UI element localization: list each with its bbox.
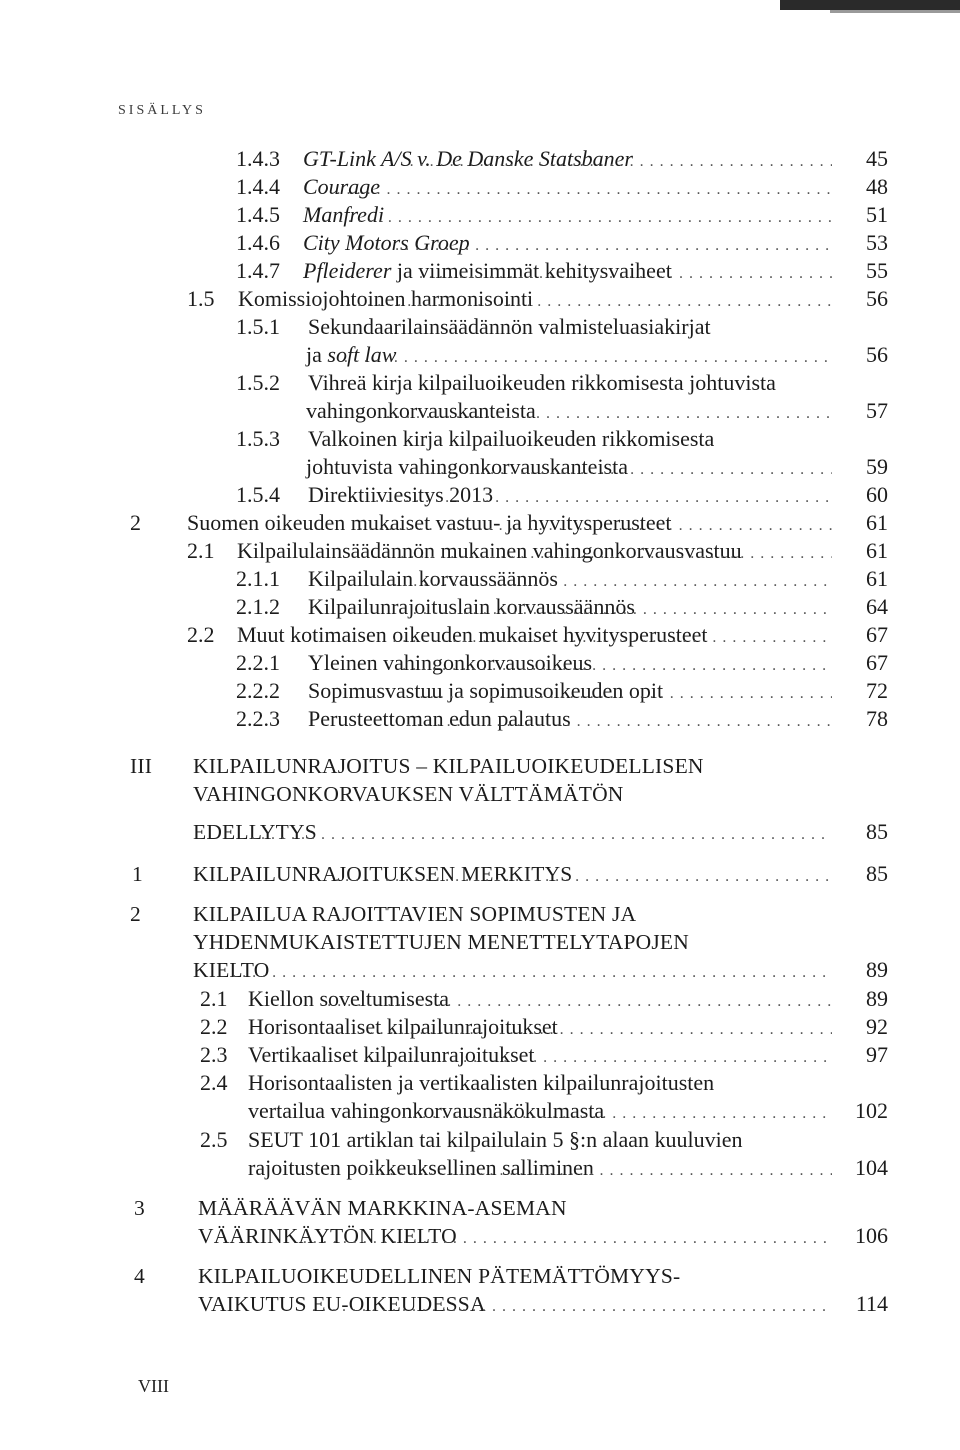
toc-entry-title: [187, 509, 672, 537]
toc-entry-number: 1.5: [187, 286, 215, 311]
toc-entry-title: [248, 1154, 594, 1182]
toc-entry-title-text: rajoitusten poikkeuksellinen salliminen: [248, 1155, 594, 1180]
dot-leader: [359, 512, 832, 540]
toc-entry-title: [193, 818, 317, 846]
toc-entry-title-text: Yleinen vahingonkorvausoikeus: [308, 650, 593, 675]
dot-leader: [347, 288, 832, 316]
toc-entry-title: [306, 341, 397, 369]
toc-entry-page: 48: [866, 174, 888, 199]
toc-entry-number: 4: [134, 1264, 145, 1288]
toc-entry: [200, 1069, 886, 1097]
toc-entry-title: [303, 173, 380, 201]
toc-entry-title: [193, 956, 270, 984]
toc-entry-page: 114: [855, 1291, 888, 1316]
toc-entry-number: 1.5.4: [236, 482, 280, 507]
toc-entry-page: 106: [855, 1223, 888, 1248]
toc-entry-title: [248, 1069, 714, 1097]
toc-entry-title: [198, 1194, 567, 1222]
dot-leader: [369, 1157, 832, 1185]
toc-entry: [236, 369, 886, 397]
toc-entry-title-text: Sopimusvastuu ja sopimusoikeuden opit: [308, 678, 664, 703]
toc-entry-page: 67: [866, 622, 888, 647]
toc-entry: [236, 425, 886, 453]
toc-entry-page: 55: [866, 258, 888, 283]
toc-entry: [130, 900, 886, 928]
toc-entry: [248, 1154, 838, 1185]
dot-leader: [365, 232, 832, 260]
toc-entry-page: 61: [866, 538, 888, 563]
toc-entry: [236, 593, 838, 624]
toc-entry-title: [303, 145, 633, 173]
dot-leader: [419, 260, 832, 288]
toc-entry-title-text: Horisontaalisten ja vertikaalisten kilpailunrajoitusten: [248, 1070, 715, 1095]
toc-entry-title: [308, 425, 714, 453]
toc-entry: [236, 705, 838, 736]
toc-entry-page: 89: [866, 957, 888, 982]
dot-leader: [338, 204, 832, 232]
running-head: SISÄLLYS: [118, 103, 206, 118]
toc-entry-title-italic: Manfredi: [303, 202, 385, 227]
toc-entry-title-text: Direktiiviesitys 2013: [308, 482, 494, 507]
toc-entry-title: [306, 397, 536, 425]
toc-entry-page: 61: [866, 510, 888, 535]
toc-entry: [236, 649, 838, 680]
toc-entry: [200, 1013, 838, 1044]
toc-entry-title: [308, 593, 635, 621]
toc-entry: [236, 257, 838, 288]
toc-entry-title: [308, 565, 558, 593]
dot-leader: [386, 400, 832, 428]
toc-entry-page: 67: [866, 650, 888, 675]
dot-leader: [375, 484, 832, 512]
toc-entry: [236, 201, 838, 232]
dot-leader: [312, 1293, 832, 1321]
toc-entry-page: 57: [866, 398, 888, 423]
toc-entry-number: 1.4.5: [236, 202, 280, 227]
toc-entry-number: 1.5.2: [236, 370, 280, 395]
toc-entry-title-text: Kilpailulain korvaussäännös: [308, 566, 558, 591]
toc-entry-page: 104: [855, 1155, 888, 1180]
toc-entry: [236, 565, 838, 596]
toc-entry-title-text: VAHINGONKORVAUKSEN VÄLTTÄMÄTÖN: [193, 782, 624, 806]
toc-entry-number: 2.1: [200, 986, 228, 1011]
toc-entry-title: [237, 621, 708, 649]
toc-entry-page: 45: [866, 146, 888, 171]
dot-leader: [360, 1016, 832, 1044]
toc-entry-page: 56: [866, 286, 888, 311]
toc-entry-title: [248, 1126, 743, 1154]
toc-entry-number: 1.4.6: [236, 230, 280, 255]
toc-entry-title: [303, 229, 470, 257]
toc-entry: [236, 229, 838, 260]
toc-entry-number: 3: [134, 1196, 145, 1220]
toc-entry-title: [308, 705, 571, 733]
toc-entry-title-text: MÄÄRÄÄVÄN MARKKINA-ASEMAN: [198, 1196, 567, 1220]
toc-entry-title: [248, 1097, 605, 1125]
toc-entry-number: 2.5: [200, 1127, 228, 1152]
toc-entry-title: [303, 201, 385, 229]
toc-entry-title-italic: City Motors Groep: [303, 230, 470, 255]
toc-entry-title-text: johtuvista vahingonkorvauskanteista: [306, 454, 628, 479]
toc-entry-title-text: Muut kotimaisen oikeuden mukaiset hyvitysperusteet: [237, 622, 708, 647]
toc-entry-title: [308, 649, 593, 677]
toc-entry-page: 59: [866, 454, 888, 479]
toc-entry-title: [308, 481, 494, 509]
dot-leader: [303, 1225, 832, 1253]
toc-entry-page: 51: [866, 202, 888, 227]
toc-entry: [306, 397, 838, 428]
toc-entry-title: [308, 677, 664, 705]
toc-entry-title-text: Horisontaaliset kilpailunrajoitukset: [248, 1014, 558, 1039]
dot-leader: [335, 863, 832, 891]
dot-leader: [232, 959, 832, 987]
dot-leader: [327, 988, 832, 1016]
toc-entry-page: 85: [866, 819, 888, 844]
toc-entry-page: 92: [866, 1014, 888, 1039]
toc-entry-title-text: KILPAILUOIKEUDELLINEN PÄTEMÄTTÖMYYS-: [198, 1264, 681, 1288]
toc-entry: [200, 1126, 886, 1154]
toc-entry-title-text: Vertikaaliset kilpailunrajoitukset: [248, 1042, 535, 1067]
toc-entry-title-text: Suomen oikeuden mukaiset vastuu- ja hyvitysperusteet: [187, 510, 672, 535]
dot-leader: [410, 148, 832, 176]
toc-entry-title-text: KILPAILUNRAJOITUKSEN MERKITYS: [193, 862, 573, 886]
toc-entry-title-italic: Pfleiderer: [303, 258, 392, 283]
toc-entry-number: 2.1.2: [236, 594, 280, 619]
toc-entry: [236, 677, 838, 708]
toc-entry-title: [238, 285, 534, 313]
toc-entry-title-text: ja: [306, 342, 328, 367]
toc-entry-title: [198, 1262, 680, 1290]
toc-entry: [134, 1262, 886, 1290]
toc-entry: [134, 1194, 886, 1222]
scan-edge-mark: [780, 0, 960, 10]
toc-entry-title: [303, 257, 672, 285]
toc-entry-number: III: [130, 754, 153, 778]
toc-entry-number: 2.2.3: [236, 706, 280, 731]
toc-entry-page: 78: [866, 706, 888, 731]
toc-entry: [193, 780, 886, 808]
toc-entry-title-text: vahingonkorvauskanteista: [306, 398, 536, 423]
toc-entry-title: [248, 1041, 535, 1069]
toc-entry: [193, 818, 838, 849]
toc-entry-page: 61: [866, 566, 888, 591]
toc-entry: [306, 341, 838, 372]
toc-entry-page: 89: [866, 986, 888, 1011]
toc-entry: [236, 145, 838, 176]
toc-entry: [193, 956, 838, 987]
toc-entry-title-text: Komissiojohtoinen harmonisointi: [238, 286, 534, 311]
dot-leader: [402, 652, 832, 680]
toc-entry-title-text: Kilpailunrajoituslain korvaussäännös: [308, 594, 635, 619]
toc-entry: [130, 752, 886, 780]
toc-entry-page: 72: [866, 678, 888, 703]
dot-leader: [344, 344, 832, 372]
dot-leader: [372, 1100, 832, 1128]
dot-leader: [413, 596, 832, 624]
toc-entry-title-text: Valkoinen kirja kilpailuoikeuden rikkomisesta: [308, 426, 715, 451]
toc-entry: [198, 1290, 838, 1321]
toc-entry-page: 56: [866, 342, 888, 367]
toc-entry-number: 1.4.4: [236, 174, 280, 199]
toc-entry-title: [198, 1222, 457, 1250]
toc-entry-title-text: KILPAILUNRAJOITUS – KILPAILUOIKEUDELLISEN: [193, 754, 704, 778]
toc-entry-number: 2.2.1: [236, 650, 280, 675]
toc-entry: [130, 509, 838, 540]
toc-entry-number: 2: [130, 902, 141, 926]
toc-entry-page: 53: [866, 230, 888, 255]
toc-entry: [187, 621, 838, 652]
toc-entry: [193, 928, 886, 956]
toc-entry-title: [193, 928, 689, 956]
toc-entry-number: 2: [130, 510, 141, 535]
toc-entry: [187, 537, 838, 568]
toc-entry-title-text: ja viimeisimmät kehitysvaiheet: [391, 258, 672, 283]
toc-entry-title-text: YHDENMUKAISTETTUJEN MENETTELYTAPOJEN: [193, 930, 689, 954]
toc-entry-title-italic: GT-Link A/S v. De Danske Statsbaner: [303, 146, 633, 171]
toc-entry-title-italic: soft law: [327, 342, 397, 367]
toc-entry: [198, 1222, 838, 1253]
dot-leader: [410, 456, 832, 484]
toc-entry-page: 64: [866, 594, 888, 619]
toc-entry-page: 85: [866, 861, 888, 886]
toc-entry-number: 2.1.1: [236, 566, 280, 591]
toc-entry-number: 1.4.3: [236, 146, 280, 171]
page-folio: VIII: [138, 1376, 169, 1396]
toc-entry-page: 97: [866, 1042, 888, 1067]
toc-entry-number: 2.2: [200, 1014, 228, 1039]
dot-leader: [353, 1044, 832, 1072]
toc-entry-title-text: VÄÄRINKÄYTÖN KIELTO: [198, 1224, 457, 1248]
toc-entry-number: 1.4.7: [236, 258, 280, 283]
toc-entry-number: 2.1: [187, 538, 215, 563]
scan-edge-mark-thin: [830, 10, 960, 13]
toc-entry-title: [237, 537, 742, 565]
toc-entry-title: [308, 369, 776, 397]
dot-leader: [393, 568, 832, 596]
toc-entry-number: 2.4: [200, 1070, 228, 1095]
toc-entry-title: [248, 1013, 558, 1041]
dot-leader: [251, 821, 832, 849]
toc-entry-number: 1.5.1: [236, 314, 280, 339]
toc-entry-title-text: Vihreä kirja kilpailuoikeuden rikkomisesta johtuvista: [308, 370, 776, 395]
toc-entry-title: [193, 780, 624, 808]
toc-entry-number: 2.3: [200, 1042, 228, 1067]
toc-entry-number: 2.2: [187, 622, 215, 647]
toc-entry-title-text: KILPAILUA RAJOITTAVIEN SOPIMUSTEN JA: [193, 902, 637, 926]
toc-entry-title-text: KIELTO: [193, 958, 270, 982]
dot-leader: [420, 680, 832, 708]
toc-entry-title-text: VAIKUTUS EU-OIKEUDESSA: [198, 1292, 486, 1316]
toc-entry-title-text: Kilpailulainsäädännön mukainen vahingonkorvausvastuu: [237, 538, 742, 563]
dot-leader: [392, 624, 832, 652]
toc-entry-title: [308, 313, 711, 341]
toc-entry-title: [193, 860, 573, 888]
toc-entry: [248, 1097, 838, 1128]
toc-entry-number: 1: [132, 862, 143, 886]
dot-leader: [397, 708, 832, 736]
toc-entry-title: [193, 900, 636, 928]
toc-entry-title: [306, 453, 628, 481]
toc-entry: [187, 285, 838, 316]
toc-entry: [306, 453, 838, 484]
toc-entry: [236, 173, 838, 204]
toc-entry-title: [248, 985, 450, 1013]
toc-entry: [132, 860, 838, 891]
toc-entry-title-italic: Courage: [303, 174, 380, 199]
toc-entry: [236, 481, 838, 512]
toc-entry-title-text: Kiellon soveltumisesta: [248, 986, 450, 1011]
toc-entry-title-text: EDELLYTYS: [193, 820, 317, 844]
toc-entry-title-text: vertailua vahingonkorvausnäkökulmasta: [248, 1098, 605, 1123]
toc-entry: [200, 1041, 838, 1072]
toc-entry-title: [198, 1290, 486, 1318]
toc-entry-title-text: Perusteettoman edun palautus: [308, 706, 571, 731]
toc-entry-title: [193, 752, 704, 780]
toc-entry-number: 2.2.2: [236, 678, 280, 703]
toc-entry: [200, 985, 838, 1016]
toc-entry-number: 1.5.3: [236, 426, 280, 451]
toc-entry-page: 102: [855, 1098, 888, 1123]
toc-entry-page: 60: [866, 482, 888, 507]
toc-entry: [236, 313, 886, 341]
toc-entry-title-text: Sekundaarilainsäädännön valmisteluasiakirjat: [308, 314, 711, 339]
toc-entry-title-text: SEUT 101 artiklan tai kilpailulain 5 §:n alaan kuuluvien: [248, 1127, 743, 1152]
dot-leader: [400, 540, 832, 568]
dot-leader: [337, 176, 832, 204]
